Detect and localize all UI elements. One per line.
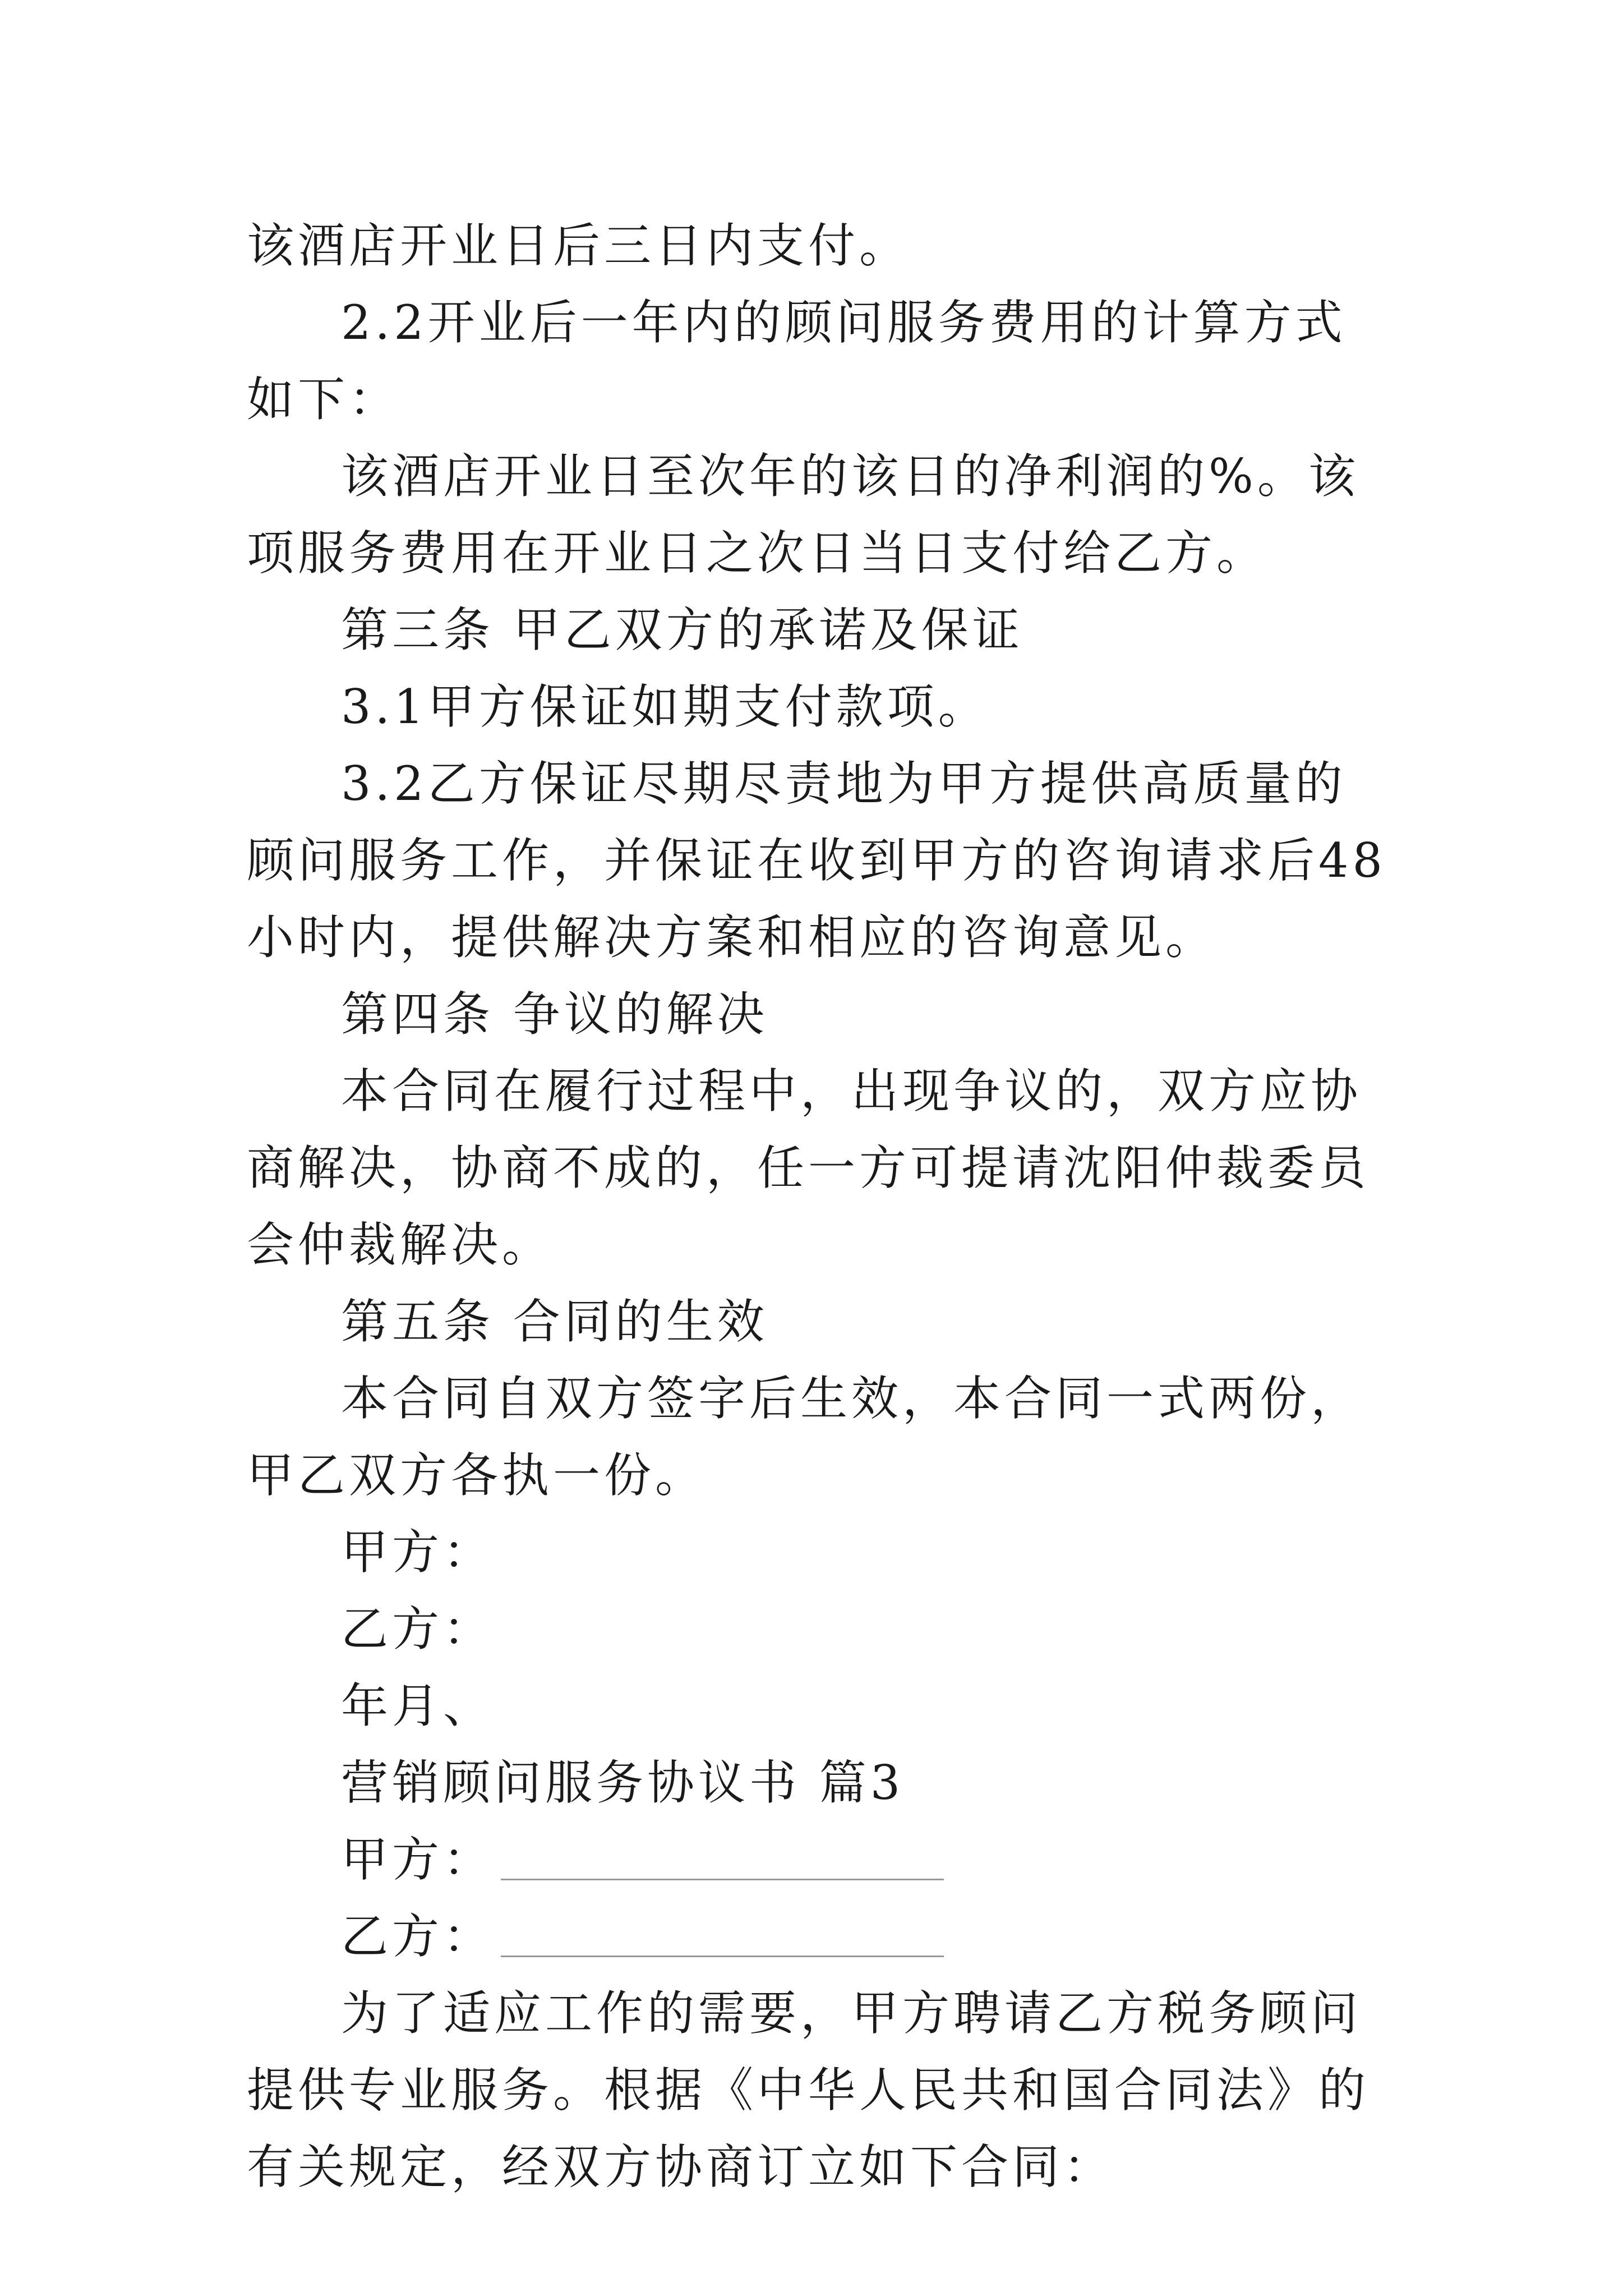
clause-3-2: 3.2乙方保证尽期尽责地为甲方提供高质量的顾问服务工作，并保证在收到甲方的咨询请求后48小时内，提供解决方案和相应的咨询意见。 bbox=[247, 756, 1386, 965]
party-b-label-1: 乙方： bbox=[341, 1602, 495, 1657]
party-b-label-2: 乙方： bbox=[341, 1909, 495, 1964]
clause-2-2-heading: 2.2开业后一年内的顾问服务费用的计算方式如下： bbox=[247, 295, 1347, 427]
clause-3-1: 3.1甲方保证如期支付款项。 bbox=[341, 679, 989, 734]
clause-2-2-body: 该酒店开业日至次年的该日的净利润的%。该项服务费用在开业日之次日当日支付给乙方。 bbox=[247, 449, 1359, 581]
date-line: 年月、 bbox=[341, 1678, 495, 1733]
party-a-label-2: 甲方： bbox=[341, 1832, 495, 1887]
party-a-label-1: 甲方： bbox=[341, 1525, 495, 1580]
article-3-title: 第三条 甲乙双方的承诺及保证 bbox=[341, 602, 1023, 657]
party-b-signature-line bbox=[501, 1955, 944, 1957]
party-a-signature-row bbox=[247, 1821, 1391, 1898]
agreement-section-title: 营销顾问服务协议书 篇3 bbox=[341, 1755, 905, 1810]
agreement-intro: 为了适应工作的需要，甲方聘请乙方税务顾问提供专业服务。根据《中华人民共和国合同法》的有关规定，经双方协商订立如下合同： bbox=[247, 1986, 1370, 2194]
party-b-signature-row bbox=[247, 1898, 1391, 1975]
article-5-body: 本合同自双方签字后生效，本合同一式两份，甲乙双方各执一份。 bbox=[247, 1371, 1362, 1503]
article-4-title: 第四条 争议的解决 bbox=[341, 987, 768, 1042]
party-a-signature-line bbox=[501, 1878, 944, 1880]
article-4-body: 本合同在履行过程中，出现争议的，双方应协商解决，协商不成的，任一方可提请沈阳仲裁委员会仲裁解决。 bbox=[247, 1064, 1370, 1272]
article-5-title: 第五条 合同的生效 bbox=[341, 1294, 768, 1349]
document-body bbox=[247, 208, 1391, 2206]
paragraph-payment-due: 该酒店开业日后三日内支付。 bbox=[247, 218, 911, 273]
